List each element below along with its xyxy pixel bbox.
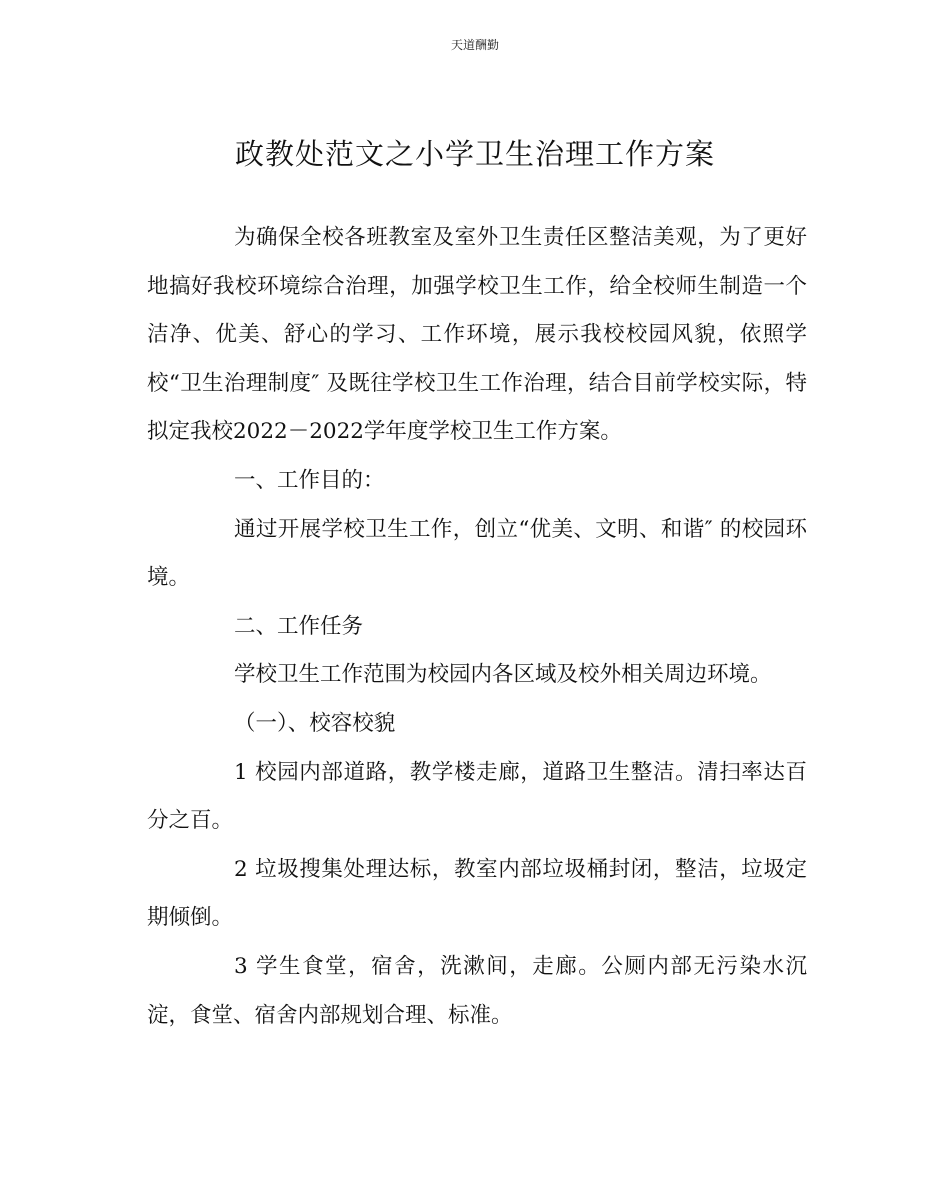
- page-header: 天道酬勤: [450, 38, 499, 52]
- heading-campus-appearance: （一）、校容校貌: [234, 710, 396, 736]
- heading-work-purpose: 一、工作目的：: [234, 467, 385, 493]
- paragraph-intro: 为确保全校各班教室及室外卫生责任区整洁美观，为了更好地搞好我校环境综合治理，加强学校卫生工作，给全校师生制造一个洁净、优美、舒心的学习、工作环境，展示我校校园风貌，依照学校“卫生治理制度″ 及既往学校卫生工作治理，结合目前学校实际，特拟定我校2022－2022学年度学校卫生工作方案。: [147, 225, 807, 445]
- list-item-2: 2 垃圾搜集处理达标，教室内部垃圾桶封闭，整洁，垃圾定期倾倒。: [147, 856, 807, 931]
- document-title: 政教处范文之小学卫生治理工作方案: [234, 137, 715, 171]
- list-item-3: 3 学生食堂，宿舍，洗漱间，走廊。公厕内部无污染水沉淀，食堂、宿舍内部规划合理、标准。: [147, 953, 807, 1028]
- list-item-1: 1 校园内部道路，教学楼走廊，道路卫生整洁。清扫率达百分之百。: [147, 759, 807, 834]
- paragraph-work-purpose: 通过开展学校卫生工作，创立“优美、文明、和谐″ 的校园环境。: [147, 516, 807, 591]
- document-body: [147, 214, 807, 1040]
- paragraph-work-scope: 学校卫生工作范围为校园内各区域及校外相关周边环境。: [234, 662, 772, 688]
- heading-work-tasks: 二、工作任务: [234, 613, 364, 639]
